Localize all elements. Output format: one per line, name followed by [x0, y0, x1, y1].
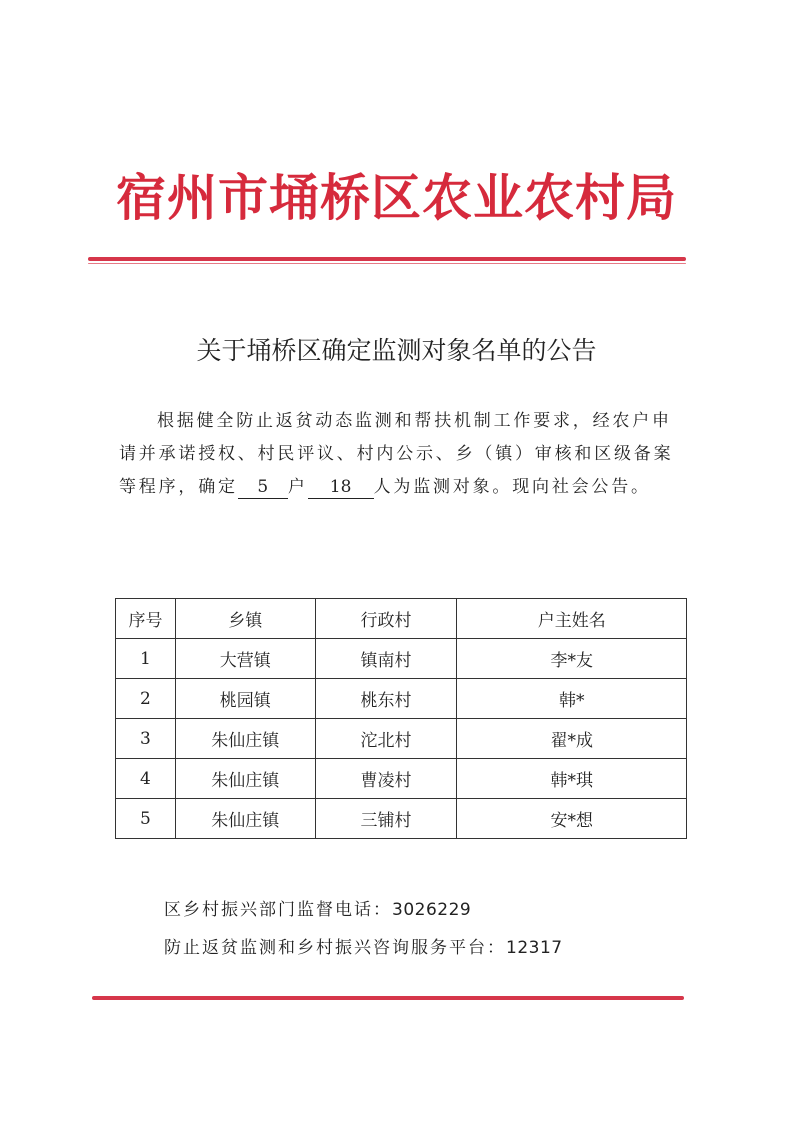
- cell-householder: 韩*: [457, 679, 687, 719]
- cell-seq: 1: [116, 639, 176, 679]
- notice-body-part2: 户: [287, 477, 308, 497]
- cell-town: 朱仙庄镇: [175, 759, 315, 799]
- footer-red-rule: [92, 996, 684, 1000]
- header-red-rule: [88, 257, 686, 261]
- cell-householder: 李*友: [457, 639, 687, 679]
- cell-town: 朱仙庄镇: [175, 799, 315, 839]
- cell-seq: 5: [116, 799, 176, 839]
- table-row: [116, 759, 687, 799]
- header-seq: 序号: [116, 599, 176, 639]
- header-village: 行政村: [315, 599, 457, 639]
- service-platform-label: 防止返贫监测和乡村振兴咨询服务平台：: [164, 938, 506, 958]
- cell-seq: 2: [116, 679, 176, 719]
- supervision-phone-line: [164, 895, 471, 920]
- service-platform-line: [164, 933, 563, 958]
- cell-seq: 3: [116, 719, 176, 759]
- notice-body-part3: 人为监测对象。现向社会公告。: [373, 477, 651, 497]
- cell-householder: 安*想: [457, 799, 687, 839]
- cell-seq: 4: [116, 759, 176, 799]
- cell-village: 镇南村: [315, 639, 457, 679]
- cell-town: 大营镇: [175, 639, 315, 679]
- header-town: 乡镇: [175, 599, 315, 639]
- households-count: 5: [238, 476, 288, 499]
- table-header-row: [116, 599, 687, 639]
- cell-village: 沱北村: [315, 719, 457, 759]
- cell-town: 朱仙庄镇: [175, 719, 315, 759]
- table-row: [116, 639, 687, 679]
- table-row: [116, 799, 687, 839]
- people-count: 18: [308, 476, 374, 499]
- cell-village: 三铺村: [315, 799, 457, 839]
- header-householder: 户主姓名: [457, 599, 687, 639]
- organization-title: 宿州市埇桥区农业农村局: [116, 168, 677, 227]
- notice-body: [119, 405, 687, 504]
- cell-village: 桃东村: [315, 679, 457, 719]
- table-row: [116, 719, 687, 759]
- supervision-phone-label: 区乡村振兴部门监督电话：: [164, 900, 392, 920]
- header-red-rule-thin: [88, 263, 686, 264]
- notice-title: 关于埇桥区确定监测对象名单的公告: [196, 336, 597, 365]
- cell-village: 曹凌村: [315, 759, 457, 799]
- cell-householder: 翟*成: [457, 719, 687, 759]
- table-row: [116, 679, 687, 719]
- notice-body-part1: 根据健全防止返贫动态监测和帮扶机制工作要求，经农户申请并承诺授权、村民评议、村内公示、乡（镇）审核和区级备案等程序，确定: [119, 411, 674, 497]
- supervision-phone-number: 3026229: [392, 900, 472, 920]
- service-platform-number: 12317: [506, 938, 563, 958]
- monitoring-list-table: [115, 598, 687, 839]
- cell-town: 桃园镇: [175, 679, 315, 719]
- cell-householder: 韩*琪: [457, 759, 687, 799]
